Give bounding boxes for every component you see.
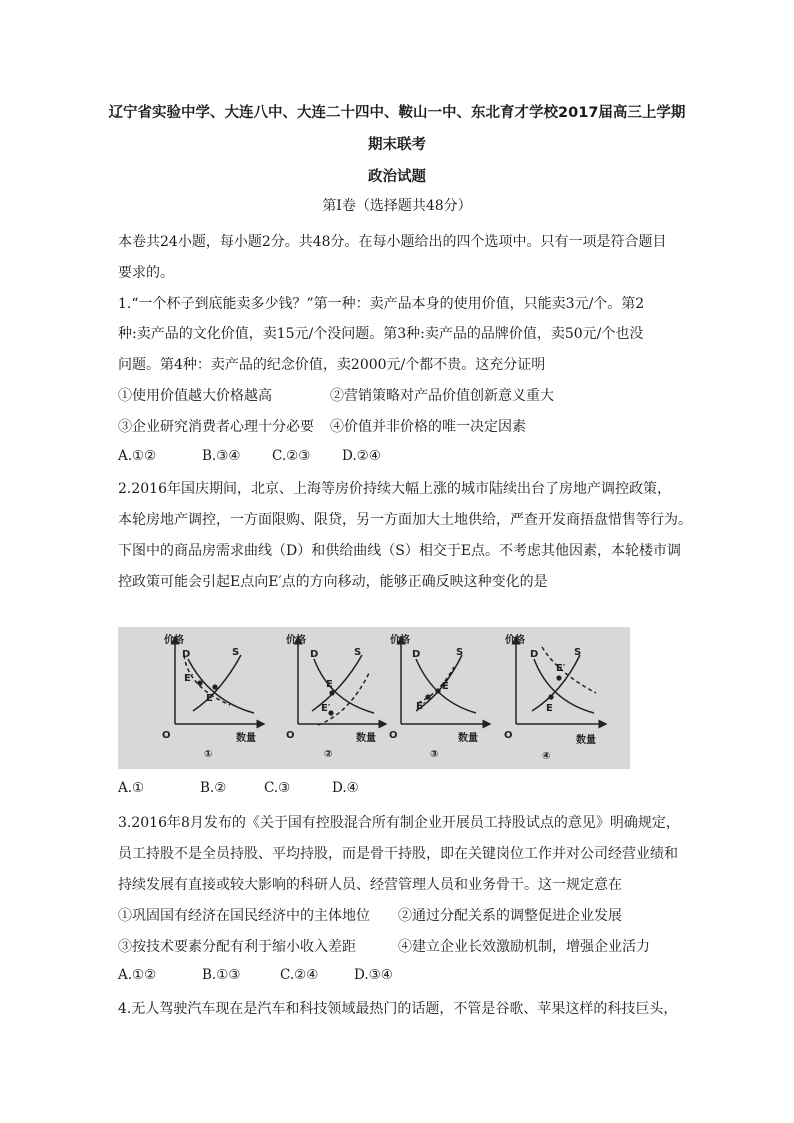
- q1-option-c[interactable]: C.②③: [272, 448, 311, 464]
- graph-4-point-e2: [556, 675, 561, 680]
- graph-4-y-label: 价格: [505, 635, 525, 646]
- q3-option-a[interactable]: A.①②: [118, 967, 157, 983]
- graph-2-e-label: E: [326, 679, 333, 690]
- graph-4-caption: ④: [542, 751, 551, 762]
- graph-2-caption: ②: [324, 749, 333, 760]
- supply-demand-figure: [118, 627, 630, 769]
- q1-item-1: ①使用价值越大价格越高: [118, 388, 272, 404]
- section-intro-line2: 要求的。: [118, 265, 174, 281]
- q1-stem-line2: 种:卖产品的文化价值，卖15元/个没问题。第3种:卖产品的品牌价值，卖50元/个也没: [118, 326, 644, 342]
- graph-2-x-label: 数量: [356, 733, 376, 744]
- q1-option-d[interactable]: D.②④: [342, 448, 381, 464]
- q1-item-3: ③企业研究消费者心理十分必要: [118, 419, 314, 435]
- q3-options: [118, 967, 393, 983]
- q2-stem-line3: 下图中的商品房需求曲线（D）和供给曲线（S）相交于E点。不考虑其他因素，本轮楼市调: [118, 543, 682, 559]
- graph-4-d-label: D: [530, 649, 539, 660]
- q1-stem-line1: 1.“一个杯子到底能卖多少钱？”第一种：卖产品本身的使用价值，只能卖3元/个。第2: [118, 296, 645, 312]
- q2-stem-line4: 控政策可能会引起E点向E′点的方向移动，能够正确反映这种变化的是: [118, 574, 548, 590]
- graph-3-origin: O: [389, 730, 398, 741]
- graph-3-d-label: D: [412, 649, 421, 660]
- exam-title-line1: 辽宁省实验中学、大连八中、大连二十四中、鞍山一中、东北育才学校2017届高三上学期: [108, 105, 686, 121]
- graph-3-point-e: [435, 688, 440, 693]
- section-heading: 第Ⅰ卷（选择题共48分）: [322, 198, 472, 214]
- q1-item-4: ④价值并非价格的唯一决定因素: [330, 419, 526, 435]
- graph-1-point-e2: [197, 680, 202, 685]
- graph-3-caption: ③: [430, 749, 439, 760]
- q3-item-3: ③按技术要素分配有利于缩小收入差距: [118, 939, 356, 955]
- graph-1-y-label: 价格: [164, 635, 184, 646]
- section-intro-line1: 本卷共24小题，每小题2分。共48分。在每小题给出的四个选项中。只有一项是符合题目: [118, 234, 667, 250]
- graph-2-s-label: S: [354, 647, 362, 658]
- graph-4-e2-label: E′: [556, 663, 566, 674]
- q3-stem-line3: 持续发展有直接或较大影响的科研人员、经营管理人员和业务骨干。这一规定意在: [118, 877, 622, 893]
- graph-2-y-label: 价格: [286, 635, 306, 646]
- graph-1-e-label: E: [206, 693, 213, 704]
- q3-option-c[interactable]: C.②④: [280, 967, 319, 983]
- graph-3-s-label: S: [456, 647, 464, 658]
- q2-options: [118, 780, 359, 796]
- graph-3-y-label: 价格: [390, 635, 410, 646]
- graph-1-s-label: S: [232, 647, 240, 658]
- graph-3-x-label: 数量: [458, 733, 478, 744]
- q1-stem-line3: 问题。第4种：卖产品的纪念价值，卖2000元/个都不贵。这充分证明: [118, 357, 546, 373]
- exam-subject-title: 政治试题: [368, 169, 426, 185]
- graph-3-e-label: E: [442, 681, 449, 692]
- q2-stem-line1: 2.2016年国庆期间，北京、上海等房价持续大幅上涨的城市陆续出台了房地产调控政策，: [118, 481, 671, 497]
- q3-item-2: ②通过分配关系的调整促进企业发展: [398, 908, 622, 924]
- q1-option-b[interactable]: B.③④: [202, 448, 241, 464]
- graph-2-origin: O: [286, 730, 295, 741]
- graph-2-d-label: D: [310, 649, 319, 660]
- graph-2-point-e: [329, 690, 334, 695]
- q3-stem-line1: 3.2016年8月发布的《关于国有控股混合所有制企业开展员工持股试点的意见》明确规定，: [118, 815, 680, 831]
- q3-item-4: ④建立企业长效激励机制，增强企业活力: [398, 939, 650, 955]
- q1-option-a[interactable]: A.①②: [118, 448, 157, 464]
- q2-option-b[interactable]: B.②: [200, 780, 227, 796]
- q2-option-a[interactable]: A.①: [118, 780, 145, 796]
- q2-stem-line2: 本轮房地产调控，一方面限购、限贷，另一方面加大土地供给，严查开发商捂盘惜售等行为。: [118, 512, 692, 528]
- graph-3-e2-label: E′: [416, 701, 426, 712]
- graph-4-x-label: 数量: [576, 735, 596, 746]
- q3-option-b[interactable]: B.①③: [202, 967, 241, 983]
- exam-title-line2: 期末联考: [368, 137, 426, 153]
- graph-1-e2-label: E′: [184, 673, 194, 684]
- q4-stem-line1: 4.无人驾驶汽车现在是汽车和科技领域最热门的话题，不管是谷歌、苹果这样的科技巨头，: [118, 1001, 678, 1017]
- graph-3-point-e2: [425, 694, 430, 699]
- graph-1-origin: O: [162, 730, 171, 741]
- graph-1-point-e: [212, 684, 217, 689]
- q1-item-2: ②营销策略对产品价值创新意义重大: [330, 388, 554, 404]
- graph-2-e2-label: E′: [321, 703, 331, 714]
- graph-4-origin: O: [504, 730, 513, 741]
- graph-4-s-label: S: [574, 647, 582, 658]
- graph-4-e-label: E: [546, 703, 553, 714]
- graph-1-d-label: D: [182, 649, 191, 660]
- q2-option-c[interactable]: C.③: [264, 780, 291, 796]
- q3-option-d[interactable]: D.③④: [354, 967, 393, 983]
- q3-item-1: ①巩固国有经济在国民经济中的主体地位: [118, 908, 370, 924]
- graph-1-x-label: 数量: [236, 733, 256, 744]
- q3-stem-line2: 员工持股不是全员持股、平均持股，而是骨干持股，即在关键岗位工作并对公司经营业绩和: [118, 846, 678, 862]
- graph-1-caption: ①: [204, 749, 213, 760]
- q1-options: [118, 448, 381, 464]
- graph-4-point-e: [548, 694, 553, 699]
- q2-option-d[interactable]: D.④: [332, 780, 359, 796]
